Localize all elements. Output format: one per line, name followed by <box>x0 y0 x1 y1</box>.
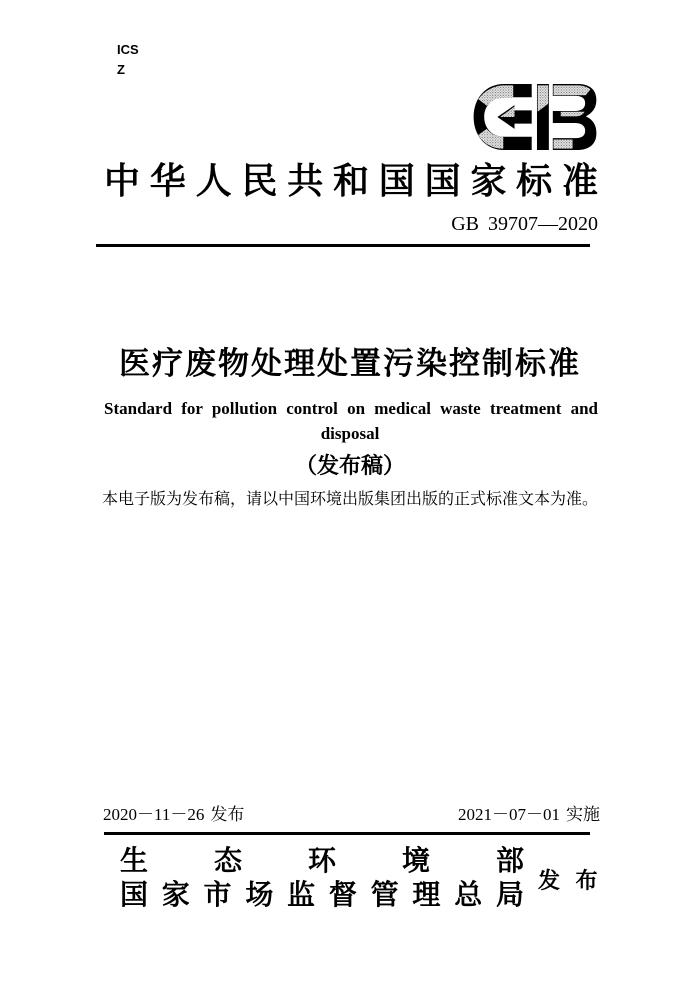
electronic-version-notice: 本电子版为发布稿，请以中国环境出版集团出版的正式标准文本为准。 <box>101 491 598 508</box>
header-rule <box>96 244 590 247</box>
issuer-line-ministry-of-ecology: 生 态 环 境 部 <box>120 846 524 877</box>
national-standard-caption: 中 华 人 民 共 和 国 国 家 标 准 <box>104 161 598 201</box>
dates-row <box>103 800 600 825</box>
publish-label: 发 布 <box>538 867 598 893</box>
issue-date-value: 2020－11－26 <box>103 805 205 824</box>
ics-code: Z <box>117 62 125 77</box>
issuer-names <box>120 845 524 913</box>
implement-date-label: 实施 <box>566 805 600 824</box>
issuer-block <box>120 845 598 913</box>
standard-title-en-line1: Standard for pollution control on medical waste treatment and <box>104 399 598 418</box>
issuer-line-market-regulation: 国 家 市 场 监 督 管 理 总 局 <box>120 880 524 911</box>
ics-block <box>117 40 139 80</box>
standard-title-en-line2: disposal <box>320 424 380 443</box>
issue-date-group <box>103 800 244 825</box>
gb-logo-letter-g <box>474 84 532 150</box>
footer-rule <box>104 832 590 835</box>
implement-date-value: 2021－07－01 <box>458 805 560 824</box>
issue-date-label: 发布 <box>210 805 245 824</box>
implement-date-group <box>458 800 600 825</box>
standard-title-cn: 医疗废物处理处置污染控制标准 <box>119 346 581 381</box>
gb-logo-letter-b <box>537 84 596 150</box>
ics-label: ICS <box>117 42 139 57</box>
standard-number: GB 39707—2020 <box>451 213 598 235</box>
draft-version-note: （发布稿） <box>294 453 405 478</box>
gb-logo-icon <box>472 84 598 150</box>
